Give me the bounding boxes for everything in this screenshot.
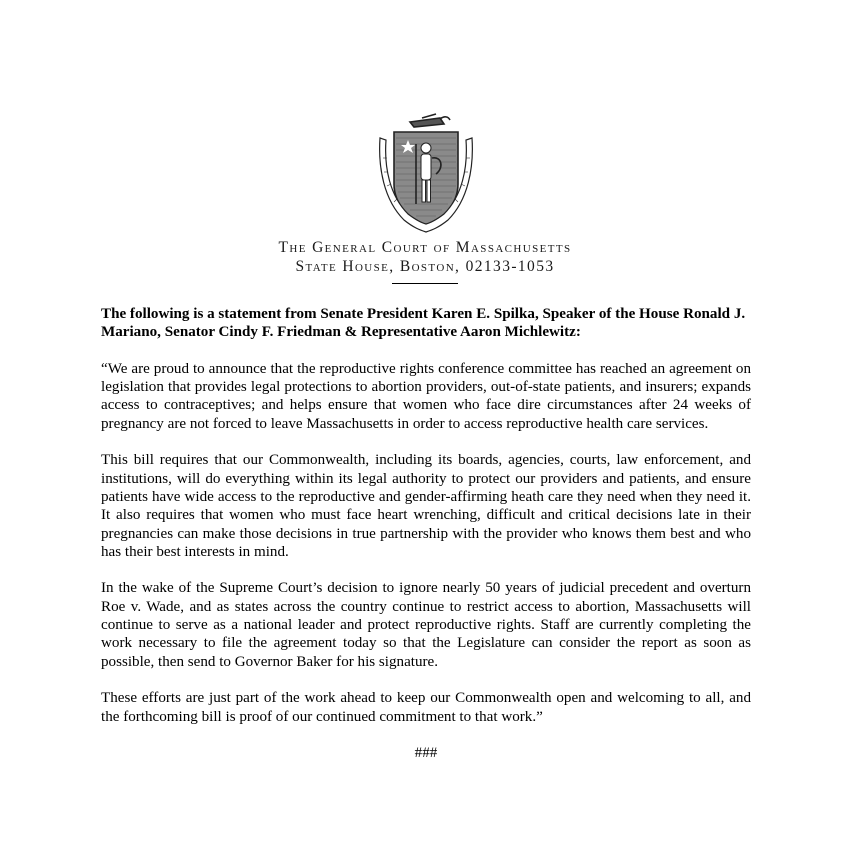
massachusetts-seal-icon <box>370 108 482 236</box>
statement-intro: The following is a statement from Senate President Karen E. Spilka, Speaker of the House Ronald J. Mariano, Senator Cindy F. Friedman & Representative Aaron Michlewitz: <box>101 306 746 341</box>
letterhead-title: The General Court of Massachusetts <box>278 239 572 256</box>
crest-arm-icon <box>410 114 450 127</box>
statement-paragraph-3: In the wake of the Supreme Court’s decision to ignore nearly 50 years of judicial precedent and overturn Roe v. Wade, and as states across the country continue to restrict access to abortion, Massachusetts will continue to serve as a national leader and protect reproductive rights. Staff are currently completing the work necessary to file the agreement today so that the Legislature can consider the report as soon as possible, then send to Governor Baker for his signature. <box>101 580 751 670</box>
statement-paragraph-1: “We are proud to announce that the reproductive rights conference committee has reached an agreement on legislation that provides legal protections to abortion providers, out-of-state patients, and insurers; expands access to contraceptives; and helps ensure that women who face dire circumstances after 24 weeks of pregnancy are not forced to leave Massachusetts in order to access reproductive health care services. <box>101 360 751 432</box>
statement-paragraph-2: This bill requires that our Commonwealth, including its boards, agencies, courts, law enforcement, and institutions, will do everything within its legal authority to protect our providers and patients, and ensure patients have wide access to the reproductive and gender-affirming heath care they need when they need it. It also requires that women who must face heart wrenching, difficult and critical decisions late in their pregnancies can make those decisions in true partnership with the provider who knows them best and who has their best interests in mind. <box>101 452 751 560</box>
letterhead-divider <box>392 283 458 284</box>
statement-body <box>101 305 751 781</box>
letterhead-address: State House, Boston, 02133-1053 <box>295 258 555 275</box>
statement-paragraph-4: These efforts are just part of the work ahead to keep our Commonwealth open and welcoming to all, and the forthcoming bill is proof of our continued commitment to that work.” <box>101 690 751 725</box>
statement-closing-mark: ### <box>414 745 438 762</box>
